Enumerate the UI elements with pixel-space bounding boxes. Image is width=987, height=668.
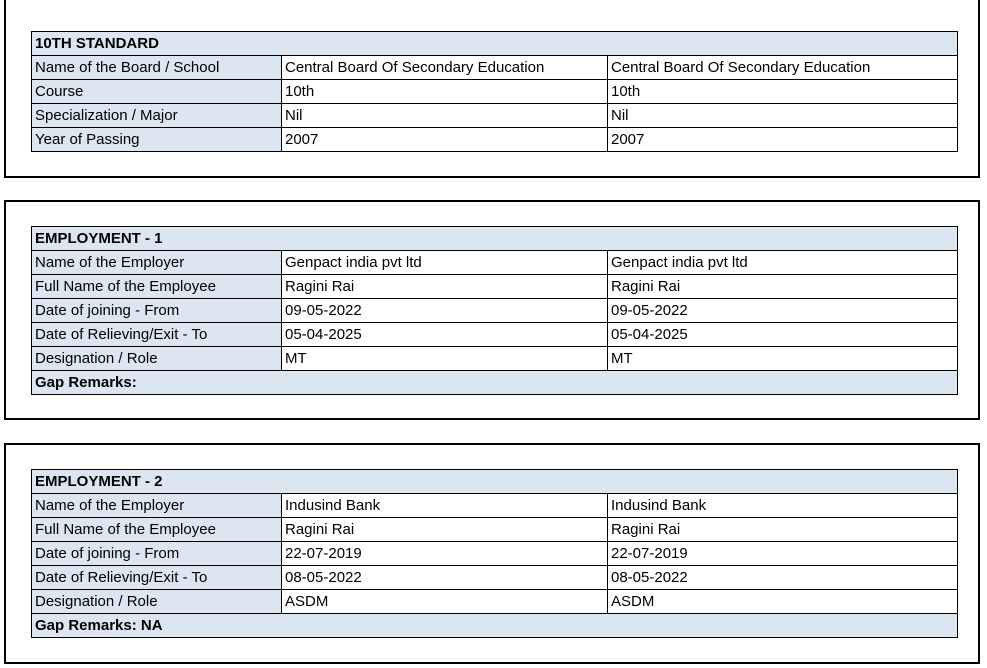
row-value-2: Genpact india pvt ltd: [608, 251, 958, 275]
table-row: [32, 566, 958, 590]
row-label: Course: [32, 80, 282, 104]
row-value-1: ASDM: [282, 590, 608, 614]
table-row: [32, 128, 958, 152]
section-header-row: [32, 470, 958, 494]
table-row: [32, 275, 958, 299]
table-row: [32, 323, 958, 347]
table-row: [32, 251, 958, 275]
section-title: EMPLOYMENT - 1: [32, 227, 958, 251]
row-value-1: Nil: [282, 104, 608, 128]
row-value-2: ASDM: [608, 590, 958, 614]
row-value-1: 22-07-2019: [282, 542, 608, 566]
section-header-row: [32, 227, 958, 251]
row-label: Date of Relieving/Exit - To: [32, 323, 282, 347]
row-label: Full Name of the Employee: [32, 518, 282, 542]
tenth-standard-section: [4, 0, 980, 178]
table-row: [32, 80, 958, 104]
row-value-2: Central Board Of Secondary Education: [608, 56, 958, 80]
table-row: [32, 590, 958, 614]
row-value-1: 08-05-2022: [282, 566, 608, 590]
row-value-1: 10th: [282, 80, 608, 104]
table-row: [32, 104, 958, 128]
row-label: Date of joining - From: [32, 542, 282, 566]
row-value-2: MT: [608, 347, 958, 371]
table-row: [32, 494, 958, 518]
row-value-2: Indusind Bank: [608, 494, 958, 518]
row-value-1: 2007: [282, 128, 608, 152]
row-value-2: 22-07-2019: [608, 542, 958, 566]
row-value-1: 09-05-2022: [282, 299, 608, 323]
row-value-2: 05-04-2025: [608, 323, 958, 347]
gap-remarks-row: [32, 614, 958, 638]
table-row: [32, 542, 958, 566]
employment-1-section: [4, 200, 980, 420]
row-label: Name of the Employer: [32, 251, 282, 275]
gap-remarks: Gap Remarks: NA: [32, 614, 958, 638]
employment-2-section: [4, 443, 980, 664]
row-label: Date of joining - From: [32, 299, 282, 323]
row-value-2: Nil: [608, 104, 958, 128]
gap-remarks: Gap Remarks:: [32, 371, 958, 395]
row-label: Date of Relieving/Exit - To: [32, 566, 282, 590]
row-value-1: Central Board Of Secondary Education: [282, 56, 608, 80]
row-label: Year of Passing: [32, 128, 282, 152]
section-header-row: [32, 32, 958, 56]
section-title: 10TH STANDARD: [32, 32, 958, 56]
section-title: EMPLOYMENT - 2: [32, 470, 958, 494]
row-value-2: Ragini Rai: [608, 275, 958, 299]
row-value-2: 09-05-2022: [608, 299, 958, 323]
row-label: Designation / Role: [32, 347, 282, 371]
tenth-standard-table: [31, 31, 958, 152]
row-value-2: 10th: [608, 80, 958, 104]
row-value-2: Ragini Rai: [608, 518, 958, 542]
row-label: Full Name of the Employee: [32, 275, 282, 299]
table-row: [32, 299, 958, 323]
row-value-2: 08-05-2022: [608, 566, 958, 590]
employment-1-table: [31, 226, 958, 395]
row-value-1: Ragini Rai: [282, 275, 608, 299]
table-row: [32, 347, 958, 371]
table-row: [32, 518, 958, 542]
row-value-1: 05-04-2025: [282, 323, 608, 347]
row-value-2: 2007: [608, 128, 958, 152]
row-label: Name of the Employer: [32, 494, 282, 518]
row-value-1: Ragini Rai: [282, 518, 608, 542]
row-label: Specialization / Major: [32, 104, 282, 128]
employment-2-table: [31, 469, 958, 638]
row-value-1: MT: [282, 347, 608, 371]
row-value-1: Genpact india pvt ltd: [282, 251, 608, 275]
table-row: [32, 56, 958, 80]
row-label: Name of the Board / School: [32, 56, 282, 80]
row-label: Designation / Role: [32, 590, 282, 614]
row-value-1: Indusind Bank: [282, 494, 608, 518]
gap-remarks-row: [32, 371, 958, 395]
